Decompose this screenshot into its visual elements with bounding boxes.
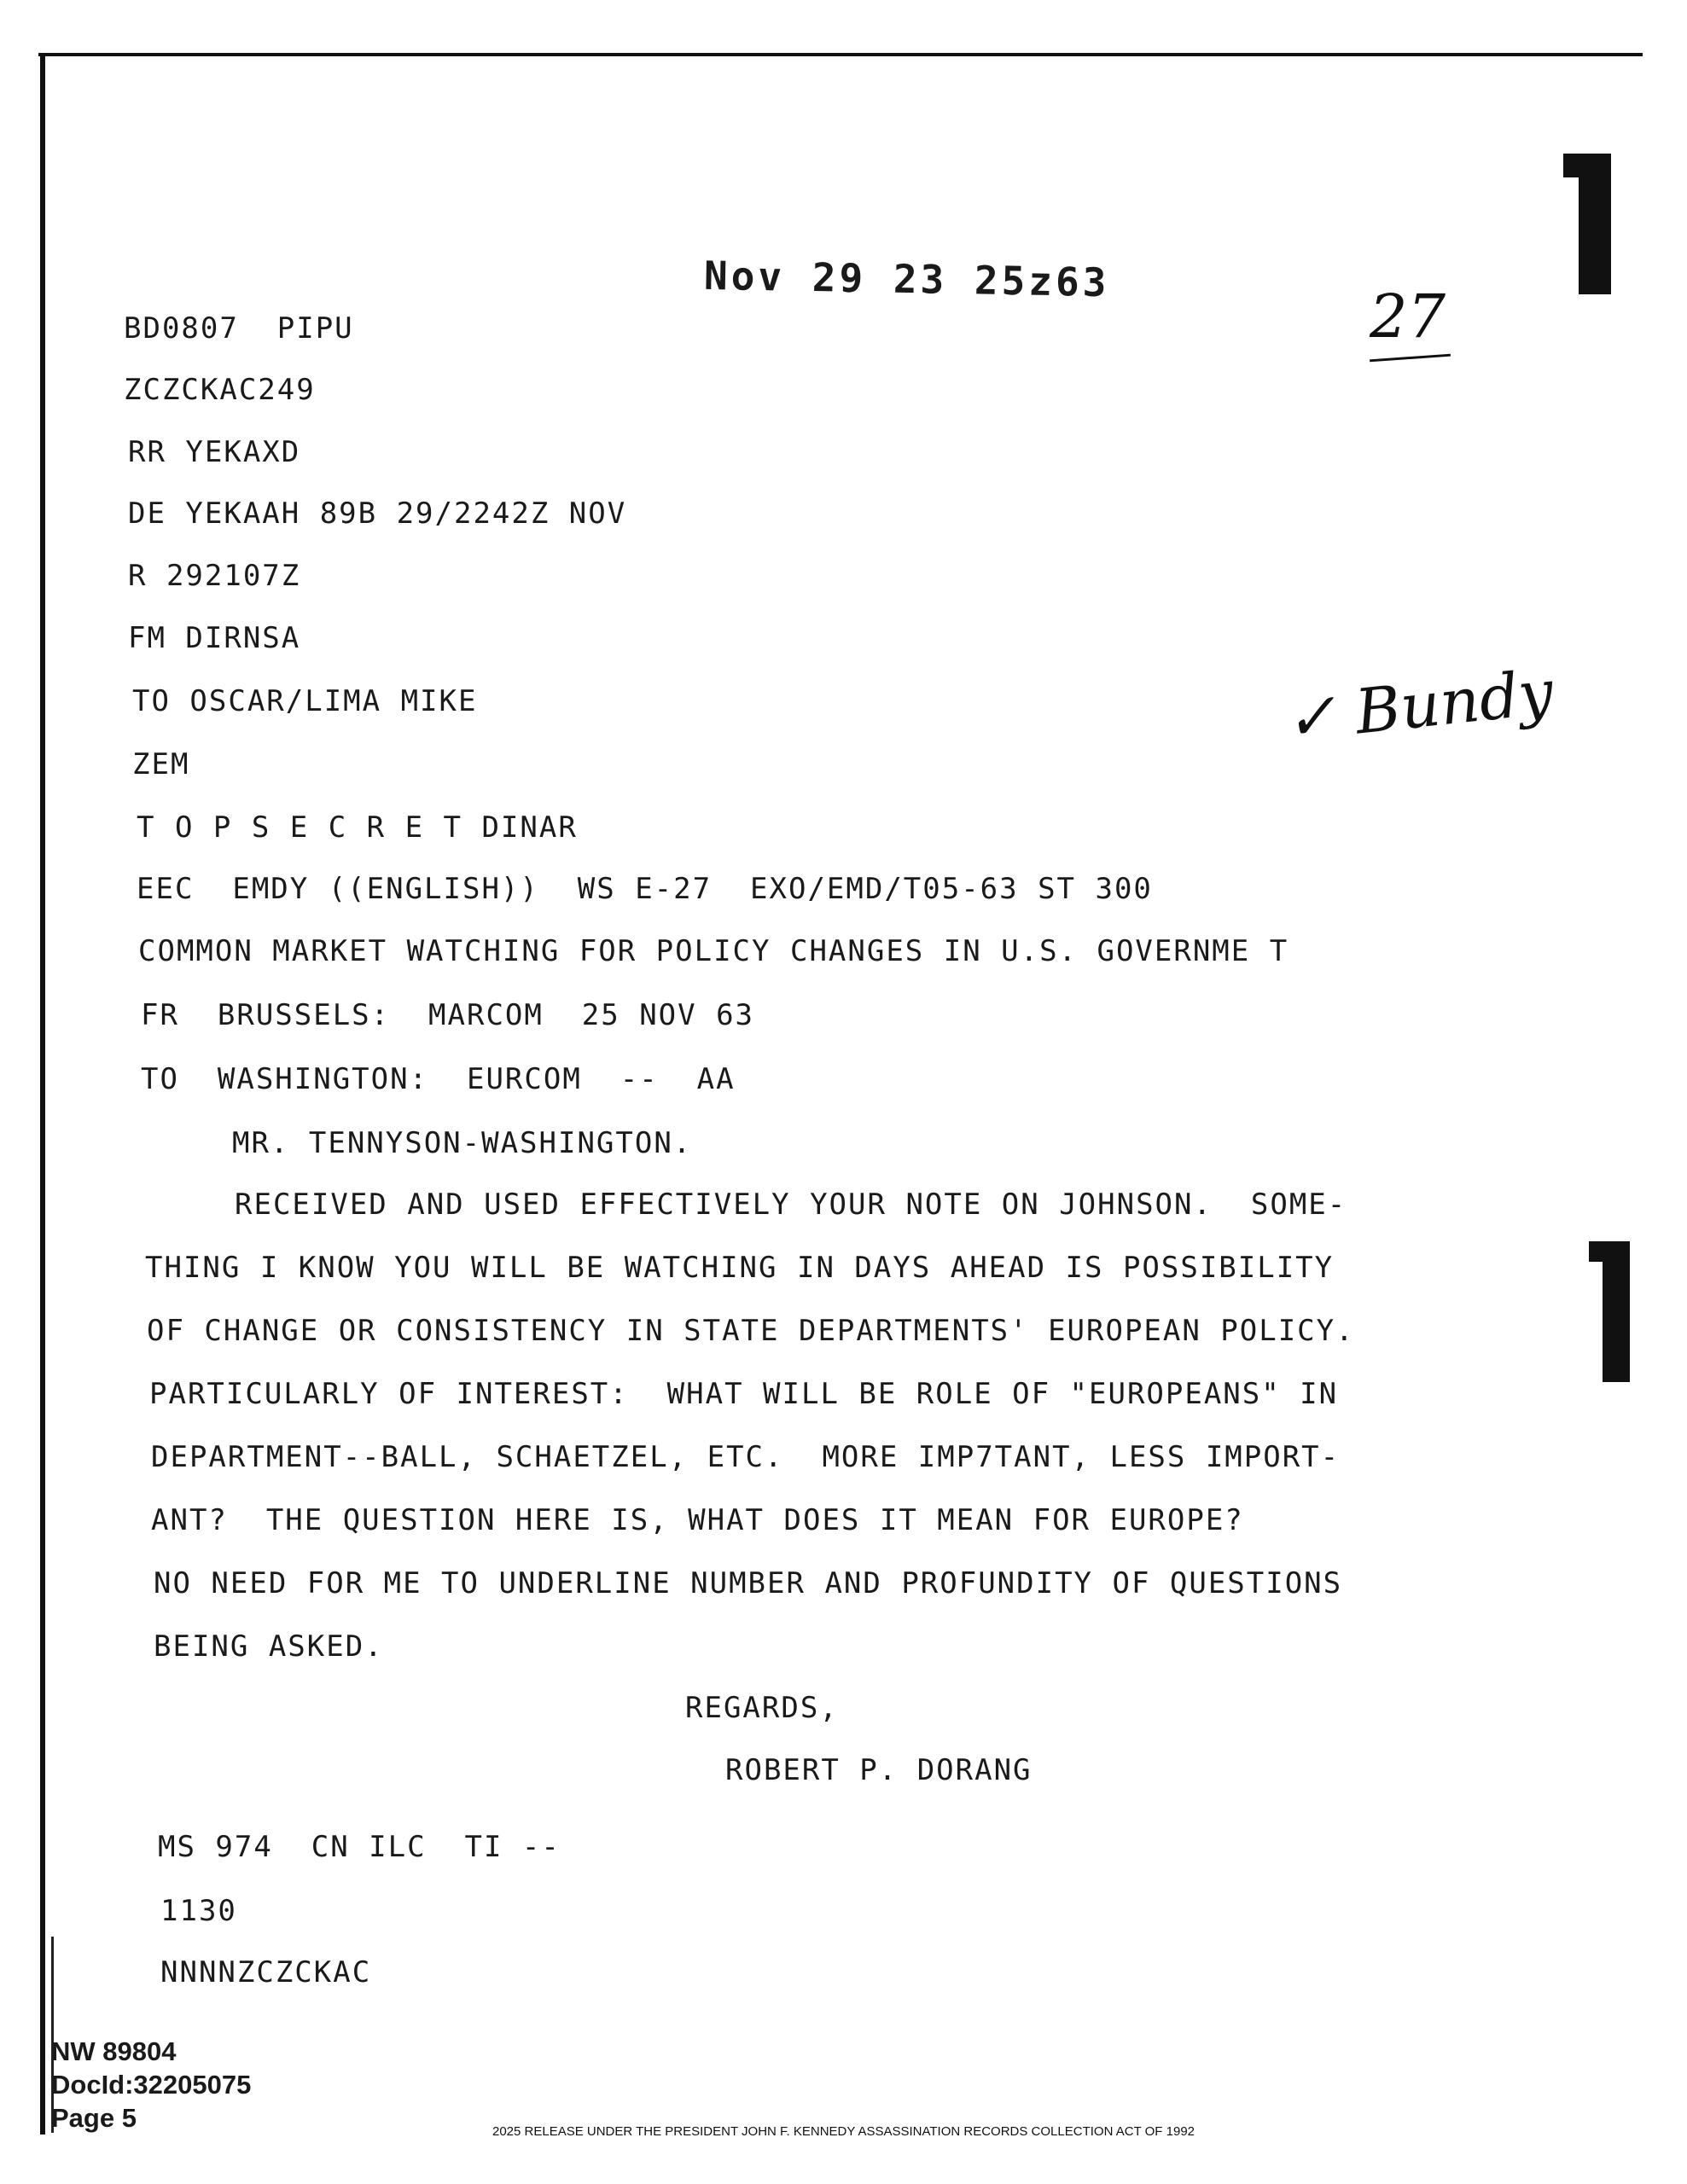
header-line: FR BRUSSELS: MARCOM 25 NOV 63	[141, 998, 755, 1032]
subject-line: COMMON MARKET WATCHING FOR POLICY CHANGES IN U.S. GOVERNME T	[138, 934, 1289, 968]
page-label: Page 5	[51, 2103, 137, 2133]
release-notice: 2025 RELEASE UNDER THE PRESIDENT JOHN F. KENNEDY ASSASSINATION RECORDS COLLECTION ACT OF 1992	[492, 2124, 1195, 2139]
trailer-line: MS 974 CN ILC TI --	[158, 1830, 561, 1864]
header-line: RR YEKAXD	[128, 435, 301, 469]
body-line: RECEIVED AND USED EFFECTIVELY YOUR NOTE ON JOHNSON. SOME-	[235, 1188, 1347, 1222]
top-border-line	[38, 53, 1643, 56]
date-stamp: Nov 29 23 25z63	[703, 252, 1110, 306]
body-line: DEPARTMENT--BALL, SCHAETZEL, ETC. MORE IMP7TANT, LESS IMPORT-	[151, 1440, 1341, 1474]
header-line: R 292107Z	[128, 559, 301, 593]
header-line: ZCZCKAC249	[124, 373, 316, 407]
header-line: DE YEKAAH 89B 29/2242Z NOV	[128, 497, 627, 531]
header-line: ZEM	[132, 747, 190, 781]
header-line: TO WASHINGTON: EURCOM -- AA	[141, 1062, 736, 1096]
nw-number: NW 89804	[51, 2036, 177, 2066]
header-line: EEC EMDY ((ENGLISH)) WS E-27 EXO/EMD/T05-63 ST 300	[137, 872, 1153, 906]
header-line: FM DIRNSA	[128, 621, 301, 655]
header-line: BD0807 PIPU	[124, 311, 354, 346]
header-line: TO OSCAR/LIMA MIKE	[132, 684, 478, 718]
signature-line: ROBERT P. DORANG	[725, 1753, 1033, 1787]
scan-mark-top-right	[1579, 154, 1611, 294]
doc-id: DocId:32205075	[51, 2070, 252, 2100]
addressee-line: MR. TENNYSON-WASHINGTON.	[232, 1126, 693, 1160]
body-line: OF CHANGE OR CONSISTENCY IN STATE DEPARTMENTS' EUROPEAN POLICY.	[147, 1314, 1355, 1348]
body-line: THING I KNOW YOU WILL BE WATCHING IN DAYS AHEAD IS POSSIBILITY	[145, 1251, 1335, 1285]
trailer-line: NNNNZCZCKAC	[160, 1955, 372, 1989]
scan-mark-mid-right-tab	[1589, 1241, 1604, 1262]
handwritten-initial-bundy: ✓ Bundy	[1281, 655, 1557, 756]
scan-mark-mid-right	[1603, 1241, 1630, 1382]
handwritten-underline	[1370, 354, 1451, 363]
closing-line: REGARDS,	[685, 1691, 839, 1725]
body-line: NO NEED FOR ME TO UNDERLINE NUMBER AND PROFUNDITY OF QUESTIONS	[154, 1566, 1343, 1600]
trailer-line: 1130	[160, 1894, 237, 1928]
body-line: ANT? THE QUESTION HERE IS, WHAT DOES IT MEAN FOR EUROPE?	[151, 1503, 1244, 1537]
left-border-line	[40, 53, 45, 2135]
handwritten-page-number: 27	[1370, 282, 1446, 351]
document-ids	[51, 2035, 251, 2135]
body-line: PARTICULARLY OF INTEREST: WHAT WILL BE ROLE OF "EUROPEANS" IN	[149, 1377, 1339, 1411]
scan-mark-top-right-tab	[1563, 154, 1580, 177]
body-line: BEING ASKED.	[154, 1629, 384, 1664]
classification-line: T O P S E C R E T DINAR	[137, 810, 578, 845]
